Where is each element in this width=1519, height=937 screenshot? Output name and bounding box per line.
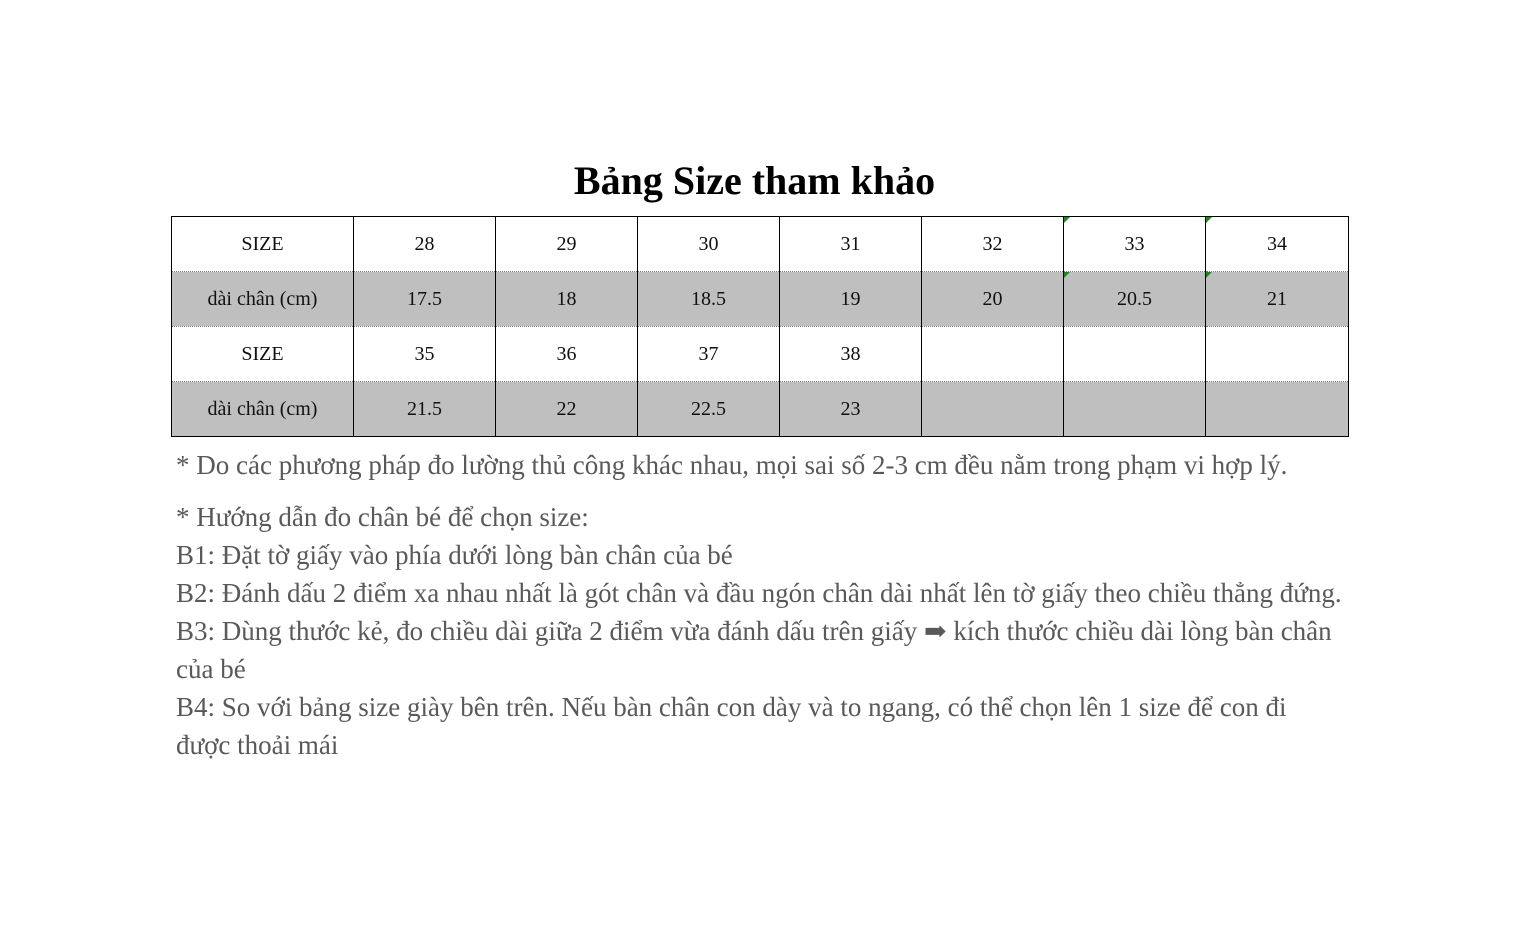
length-cell: 18 (496, 272, 638, 327)
empty-cell (922, 382, 1064, 437)
empty-cell (922, 327, 1064, 382)
guide-step-3: B3: Dùng thước kẻ, đo chiều dài giữa 2 điểm vừa đánh dấu trên giấy ➡ kích thước chiều dài lòng bàn chân của bé (176, 616, 1332, 684)
length-cell: 21.5 (354, 382, 496, 437)
length-cell: 18.5 (638, 272, 780, 327)
empty-cell (1206, 382, 1349, 437)
size-cell: 31 (780, 217, 922, 272)
guide-title: * Hướng dẫn đo chân bé để chọn size: (176, 502, 589, 532)
page-title: Bảng Size tham khảo (573, 157, 936, 203)
guide-step-4: B4: So với bảng size giày bên trên. Nếu bàn chân con dày và to ngang, có thể chọn lên 1 size để con đi được thoải mái (176, 692, 1287, 760)
foot-length-row (172, 272, 1349, 327)
size-cell: 38 (780, 327, 922, 382)
size-cell: 37 (638, 327, 780, 382)
empty-cell (1064, 382, 1206, 437)
row-header-cell: dài chân (cm) (172, 382, 354, 437)
tolerance-note: * Do các phương pháp đo lường thủ công khác nhau, mọi sai số 2-3 cm đều nằm trong phạm vi hợp lý. (176, 450, 1288, 480)
size-chart-table (171, 216, 1349, 437)
measurement-notes (176, 446, 1346, 764)
size-cell: 35 (354, 327, 496, 382)
size-cell: 32 (922, 217, 1064, 272)
guide-step-2: B2: Đánh dấu 2 điểm xa nhau nhất là gót chân và đầu ngón chân dài nhất lên tờ giấy theo chiều thẳng đứng. (176, 578, 1342, 608)
length-cell: 17.5 (354, 272, 496, 327)
length-cell: 22.5 (638, 382, 780, 437)
size-cell: 29 (496, 217, 638, 272)
size-cell: 28 (354, 217, 496, 272)
row-header-cell: SIZE (172, 217, 354, 272)
size-cell: 33 (1064, 217, 1206, 272)
empty-cell (1064, 327, 1206, 382)
empty-cell (1206, 327, 1349, 382)
size-cell: 30 (638, 217, 780, 272)
size-row (172, 217, 1349, 272)
row-header-cell: dài chân (cm) (172, 272, 354, 327)
length-cell: 20.5 (1064, 272, 1206, 327)
row-header-cell: SIZE (172, 327, 354, 382)
size-row (172, 327, 1349, 382)
size-cell: 36 (496, 327, 638, 382)
length-cell: 21 (1206, 272, 1349, 327)
length-cell: 19 (780, 272, 922, 327)
length-cell: 23 (780, 382, 922, 437)
guide-step-1: B1: Đặt tờ giấy vào phía dưới lòng bàn chân của bé (176, 540, 733, 570)
length-cell: 20 (922, 272, 1064, 327)
length-cell: 22 (496, 382, 638, 437)
size-cell: 34 (1206, 217, 1349, 272)
foot-length-row (172, 382, 1349, 437)
